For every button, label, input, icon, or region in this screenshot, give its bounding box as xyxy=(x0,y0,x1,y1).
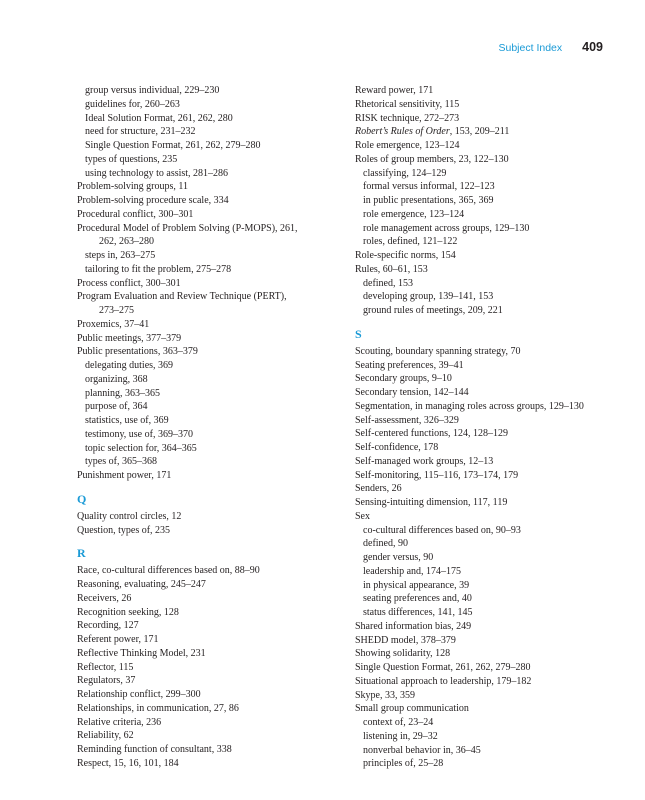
index-subentry xyxy=(355,730,630,744)
index-entry xyxy=(77,524,327,538)
index-entry xyxy=(77,345,327,359)
entry-text: Relationship conflict, 299–300 xyxy=(77,689,201,700)
entry-text: group versus individual, 229–230 xyxy=(85,85,220,96)
index-entry xyxy=(77,674,327,688)
index-subentry xyxy=(355,537,630,551)
entry-text: guidelines for, 260–263 xyxy=(85,98,180,110)
entry-text: Skype, 33, 359 xyxy=(355,689,415,701)
entry-text: steps in, 263–275 xyxy=(85,250,156,261)
entry-text: Single Question Format, 261, 262, 279–280 xyxy=(85,140,261,151)
entry-text: leadership and, 174–175 xyxy=(363,565,462,577)
entry-text: ground rules of meetings, 209, 221 xyxy=(363,305,503,316)
index-subentry xyxy=(77,139,327,153)
index-entry xyxy=(355,112,630,126)
entry-text: Recording, 127 xyxy=(77,620,139,632)
entry-text: Reflector, 115 xyxy=(77,661,134,673)
index-subentry xyxy=(355,180,630,194)
index-subentry xyxy=(355,579,630,593)
entry-text: in public presentations, 365, 369 xyxy=(363,195,494,206)
entry-text: Receivers, 26 xyxy=(77,592,132,604)
index-subentry xyxy=(355,716,630,730)
index-subentry xyxy=(355,304,630,318)
index-subentry xyxy=(77,428,327,442)
entry-text: , 153, 209–211 xyxy=(449,126,510,138)
entry-text: developing group, 139–141, 153 xyxy=(363,291,494,303)
entry-text: using technology to assist, 281–286 xyxy=(85,167,229,179)
index-entry xyxy=(77,222,327,250)
entry-text: planning, 363–365 xyxy=(85,387,160,399)
entry-text: Public meetings, 377–379 xyxy=(77,332,182,344)
index-subentry xyxy=(77,167,327,181)
index-subentry xyxy=(355,551,630,565)
page-number: 409 xyxy=(582,40,603,54)
entry-text: testimony, use of, 369–370 xyxy=(85,428,193,440)
entry-text: defined, 90 xyxy=(363,538,408,550)
entry-text: Secondary groups, 9–10 xyxy=(355,373,452,385)
index-subentry xyxy=(77,359,327,373)
entry-text: Regulators, 37 xyxy=(77,675,136,687)
index-subentry xyxy=(77,387,327,401)
entry-text: Seating preferences, 39–41 xyxy=(355,359,464,371)
index-entry xyxy=(355,263,630,277)
index-entry xyxy=(77,277,327,291)
index-entry xyxy=(77,592,327,606)
entry-text: principles of, 25–28 xyxy=(363,758,444,770)
index-entry xyxy=(77,716,327,730)
index-subentry xyxy=(77,112,327,126)
index-entry xyxy=(355,510,630,524)
entry-text: delegating duties, 369 xyxy=(85,360,174,371)
index-entry xyxy=(355,661,630,675)
index-entry xyxy=(355,125,630,139)
entry-text: RISK technique, 272–273 xyxy=(355,112,460,124)
index-subentry xyxy=(77,125,327,139)
index-entry xyxy=(355,675,630,689)
letter-heading: R xyxy=(77,546,86,561)
entry-text: Sensing-intuiting dimension, 117, 119 xyxy=(355,497,508,508)
entry-text: statistics, use of, 369 xyxy=(85,415,169,426)
index-subentry xyxy=(355,277,630,291)
index-entry xyxy=(355,620,630,634)
index-entry xyxy=(77,180,327,194)
index-subentry xyxy=(355,606,630,620)
index-entry xyxy=(77,702,327,716)
entry-text: tailoring to fit the problem, 275–278 xyxy=(85,263,232,275)
index-entry xyxy=(355,647,630,661)
index-column-left xyxy=(77,84,327,771)
index-entry xyxy=(355,496,630,510)
entry-text: Role-specific norms, 154 xyxy=(355,250,456,261)
entry-text: Relationships, in communication, 27, 86 xyxy=(77,702,239,714)
index-entry xyxy=(77,757,327,771)
entry-text: Program Evaluation and Review Technique (PERT), xyxy=(77,291,287,303)
index-subentry xyxy=(355,524,630,538)
index-entry xyxy=(355,427,630,441)
index-entry xyxy=(77,729,327,743)
entry-text: Ideal Solution Format, 261, 262, 280 xyxy=(85,112,233,124)
index-entry xyxy=(355,689,630,703)
entry-text: types of questions, 235 xyxy=(85,153,178,165)
index-entry xyxy=(355,345,630,359)
index-entry xyxy=(77,647,327,661)
entry-text: Shared information bias, 249 xyxy=(355,620,472,632)
index-entry xyxy=(355,386,630,400)
entry-text: Procedural conflict, 300–301 xyxy=(77,208,194,220)
index-entry xyxy=(355,400,630,414)
entry-text: Reflective Thinking Model, 231 xyxy=(77,647,206,659)
entry-text: Self-monitoring, 115–116, 173–174, 179 xyxy=(355,469,519,481)
entry-text: topic selection for, 364–365 xyxy=(85,442,197,454)
index-entry xyxy=(77,194,327,208)
index-subentry xyxy=(77,263,327,277)
entry-text: Problem-solving procedure scale, 334 xyxy=(77,195,229,206)
index-subentry xyxy=(77,153,327,167)
entry-text: organizing, 368 xyxy=(85,373,148,385)
index-entry xyxy=(77,510,327,524)
entry-text: Sex xyxy=(355,510,370,522)
entry-text: Race, co-cultural differences based on, 88–90 xyxy=(77,565,260,577)
entry-text: Procedural Model of Problem Solving (P-MOPS), 261, xyxy=(77,222,298,234)
index-subentry xyxy=(355,222,630,236)
entry-text: Scouting, boundary spanning strategy, 70 xyxy=(355,345,521,357)
entry-text: Situational approach to leadership, 179–182 xyxy=(355,675,532,687)
entry-text: roles, defined, 121–122 xyxy=(363,236,458,248)
index-entry xyxy=(77,633,327,647)
entry-text: seating preferences and, 40 xyxy=(363,593,472,605)
index-entry xyxy=(77,688,327,702)
entry-text: Role emergence, 123–124 xyxy=(355,140,460,151)
index-entry xyxy=(77,208,327,222)
entry-text: listening in, 29–32 xyxy=(363,730,438,742)
section-title: Subject Index xyxy=(498,42,563,54)
entry-text: role emergence, 123–124 xyxy=(363,208,465,220)
entry-text: Rules, 60–61, 153 xyxy=(355,263,428,275)
index-entry xyxy=(355,84,630,98)
entry-text: Reminding function of consultant, 338 xyxy=(77,744,232,755)
index-entry xyxy=(355,441,630,455)
index-subentry xyxy=(355,167,630,181)
index-entry xyxy=(77,564,327,578)
entry-text: Reward power, 171 xyxy=(355,85,434,96)
index-entry xyxy=(77,661,327,675)
index-entry xyxy=(77,578,327,592)
index-entry xyxy=(77,619,327,633)
entry-text: Reliability, 62 xyxy=(77,730,134,742)
entry-text: defined, 153 xyxy=(363,277,413,289)
entry-text: need for structure, 231–232 xyxy=(85,126,196,138)
index-subentry xyxy=(355,592,630,606)
index-entry xyxy=(355,359,630,373)
entry-text: Punishment power, 171 xyxy=(77,470,172,481)
index-entry xyxy=(77,469,327,483)
index-entry xyxy=(355,153,630,167)
entry-text: SHEDD model, 378–379 xyxy=(355,634,456,646)
index-entry xyxy=(355,482,630,496)
index-subentry xyxy=(77,373,327,387)
index-entry xyxy=(355,634,630,648)
entry-text: formal versus informal, 122–123 xyxy=(363,181,495,193)
index-entry xyxy=(77,743,327,757)
entry-italic-title: Robert’s Rules of Order xyxy=(355,126,450,138)
index-entry xyxy=(355,702,630,716)
entry-text: Process conflict, 300–301 xyxy=(77,277,181,289)
entry-text: role management across groups, 129–130 xyxy=(363,222,530,234)
entry-text: Reasoning, evaluating, 245–247 xyxy=(77,579,206,590)
index-subentry xyxy=(355,565,630,579)
index-subentry xyxy=(77,400,327,414)
entry-text: Referent power, 171 xyxy=(77,634,159,645)
index-subentry xyxy=(355,290,630,304)
index-entry xyxy=(355,372,630,386)
entry-text: Problem-solving groups, 11 xyxy=(77,181,189,193)
entry-text: status differences, 141, 145 xyxy=(363,607,473,618)
index-subentry xyxy=(355,235,630,249)
entry-text: types of, 365–368 xyxy=(85,456,157,468)
entry-text: Self-managed work groups, 12–13 xyxy=(355,455,494,467)
entry-text: Rhetorical sensitivity, 115 xyxy=(355,98,460,110)
entry-continuation: 262, 263–280 xyxy=(99,236,154,248)
index-subentry xyxy=(77,414,327,428)
entry-text: Proxemics, 37–41 xyxy=(77,318,150,330)
entry-text: co-cultural differences based on, 90–93 xyxy=(363,524,521,536)
index-entry xyxy=(355,455,630,469)
index-entry xyxy=(77,332,327,346)
index-entry xyxy=(355,469,630,483)
entry-text: Secondary tension, 142–144 xyxy=(355,387,469,398)
entry-text: Respect, 15, 16, 101, 184 xyxy=(77,757,179,769)
entry-text: nonverbal behavior in, 36–45 xyxy=(363,744,481,756)
entry-text: Self-confidence, 178 xyxy=(355,442,439,453)
entry-text: Senders, 26 xyxy=(355,483,402,495)
entry-text: Segmentation, in managing roles across groups, 129–130 xyxy=(355,400,584,412)
index-subentry xyxy=(77,249,327,263)
letter-heading: S xyxy=(355,326,362,341)
letter-heading: Q xyxy=(77,491,87,506)
index-entry xyxy=(77,290,327,318)
entry-text: Single Question Format, 261, 262, 279–280 xyxy=(355,662,531,673)
entry-text: Question, types of, 235 xyxy=(77,524,171,536)
index-subentry xyxy=(77,455,327,469)
index-subentry xyxy=(77,442,327,456)
entry-text: Quality control circles, 12 xyxy=(77,510,182,522)
index-entry xyxy=(355,249,630,263)
index-entry xyxy=(355,414,630,428)
index-entry xyxy=(355,98,630,112)
index-entry xyxy=(355,139,630,153)
index-entry xyxy=(77,318,327,332)
index-column-right xyxy=(355,84,630,771)
index-subentry xyxy=(77,98,327,112)
entry-text: Public presentations, 363–379 xyxy=(77,346,198,358)
entry-text: context of, 23–24 xyxy=(363,717,434,728)
entry-text: in physical appearance, 39 xyxy=(363,579,470,591)
index-subentry xyxy=(77,84,327,98)
index-subentry xyxy=(355,744,630,758)
entry-text: Relative criteria, 236 xyxy=(77,716,162,728)
entry-text: Recognition seeking, 128 xyxy=(77,606,179,618)
entry-text: Self-assessment, 326–329 xyxy=(355,414,459,426)
entry-text: Self-centered functions, 124, 128–129 xyxy=(355,428,509,440)
running-head xyxy=(499,40,604,54)
entry-text: Small group communication xyxy=(355,703,469,715)
index-subentry xyxy=(355,208,630,222)
entry-text: purpose of, 364 xyxy=(85,401,148,413)
entry-text: Roles of group members, 23, 122–130 xyxy=(355,153,509,165)
entry-text: classifying, 124–129 xyxy=(363,167,447,179)
entry-text: gender versus, 90 xyxy=(363,552,434,563)
index-entry xyxy=(77,606,327,620)
entry-continuation: 273–275 xyxy=(99,305,134,316)
index-subentry xyxy=(355,194,630,208)
entry-text: Showing solidarity, 128 xyxy=(355,648,451,660)
index-subentry xyxy=(355,757,630,771)
